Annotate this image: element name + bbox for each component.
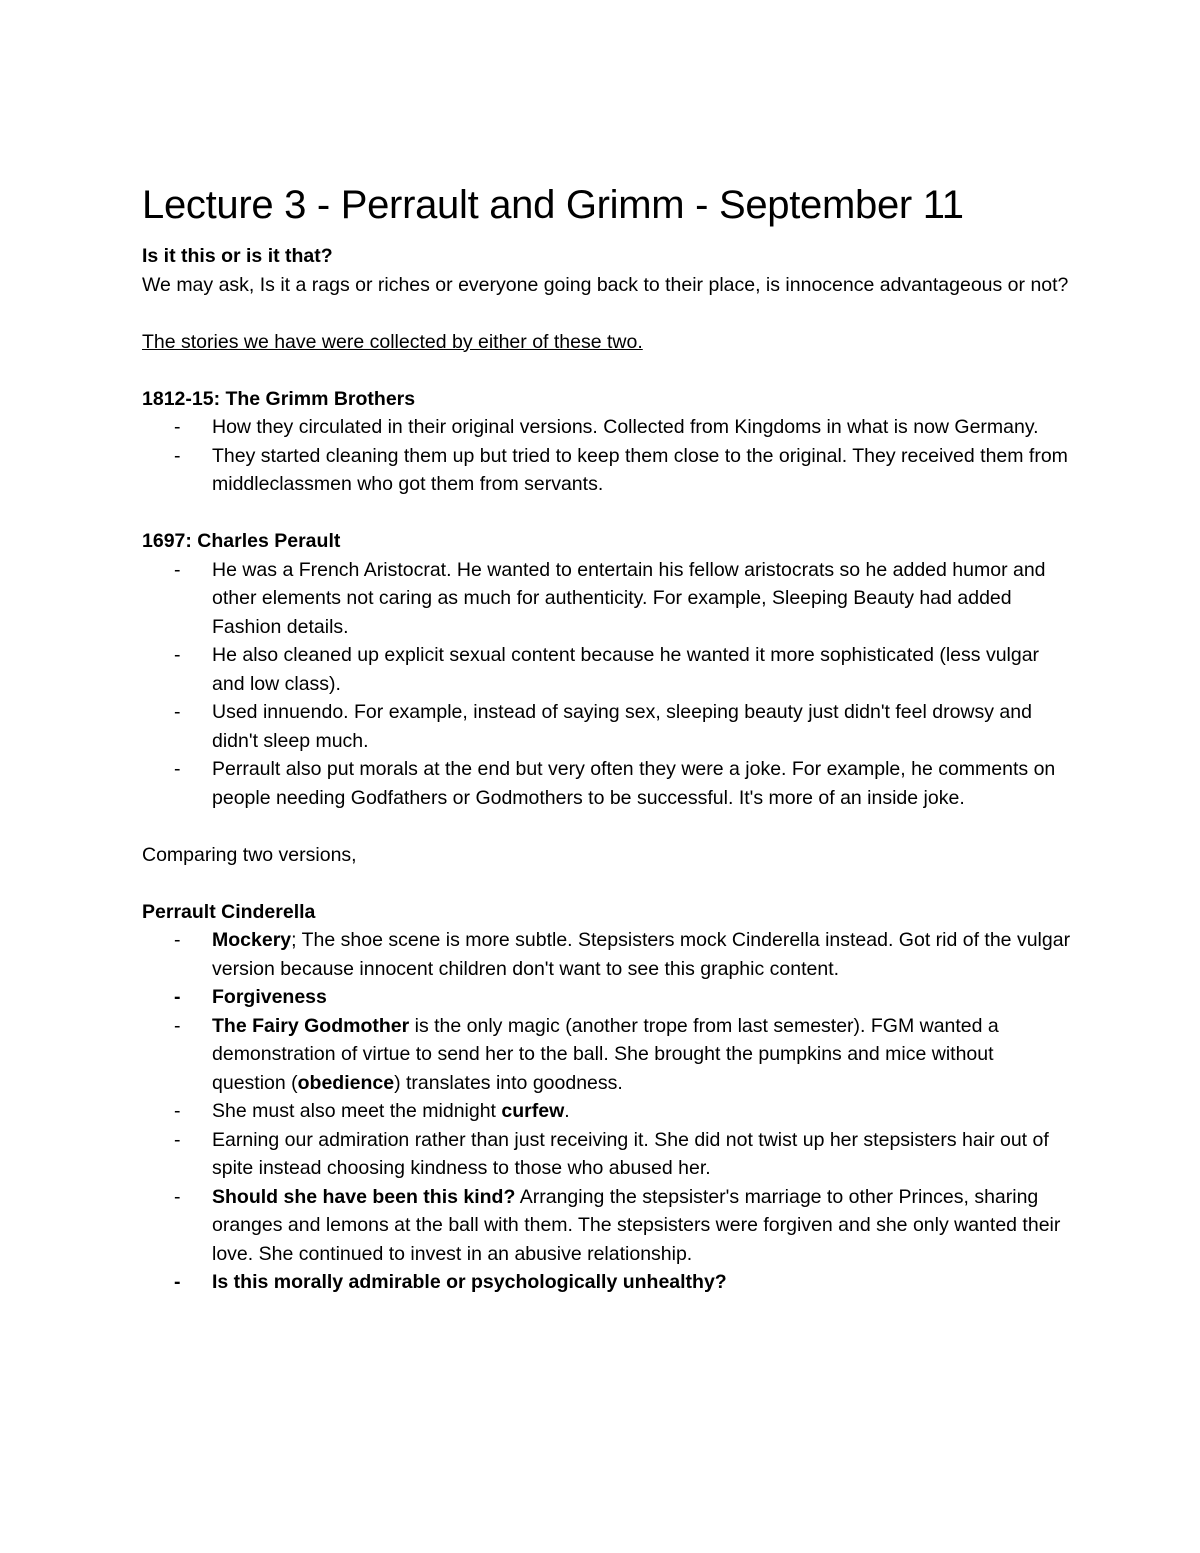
dash-bullet: - — [174, 701, 181, 723]
list-item: - She must also meet the midnight curfew. — [142, 1097, 1072, 1126]
perrault-heading: 1697: Charles Perault — [142, 530, 341, 552]
comparing-text: Comparing two versions, — [142, 843, 357, 866]
dash-bullet: - — [174, 644, 181, 666]
list-item: - Earning our admiration rather than just receiving it. She did not twist up her stepsisters hair out of spite instead choosing kindness to those who abused her. — [142, 1126, 1072, 1183]
list-item: - How they circulated in their original versions. Collected from Kingdoms in what is now Germany. — [142, 413, 1072, 442]
dash-bullet: - — [174, 758, 181, 780]
cinderella-list — [142, 926, 1072, 1297]
dash-bullet: - — [174, 1128, 181, 1151]
cinderella-heading: Perrault Cinderella — [142, 900, 316, 923]
grimm-heading: 1812-15: The Grimm Brothers — [142, 387, 416, 410]
list-item: - They started cleaning them up but tried to keep them close to the original. They received them from middleclassmen who got them from servants. — [142, 442, 1072, 499]
dash-bullet: - — [174, 444, 181, 467]
list-item: - He also cleaned up explicit sexual content because he wanted it more sophisticated (less vulgar and low class). — [142, 641, 1072, 698]
list-item: - Should she have been this kind? Arranging the stepsister's marriage to other Princes, sharing oranges and lemons at the ball with them. The stepsisters were forgiven and she only wanted their love. She continued to invest in an abusive relationship. — [142, 1183, 1072, 1269]
dash-bullet: - — [174, 1185, 181, 1208]
list-item: - Used innuendo. For example, instead of saying sex, sleeping beauty just didn't feel drowsy and didn't sleep much. — [142, 698, 1072, 755]
list-item: - Is this morally admirable or psychologically unhealthy? — [142, 1268, 1072, 1297]
dash-bullet: - — [174, 929, 181, 951]
perrault-list — [142, 556, 1072, 813]
dash-bullet: - — [174, 1014, 181, 1037]
page-title: Lecture 3 - Perrault and Grimm - September 11 — [142, 183, 964, 227]
list-item: - Mockery; The shoe scene is more subtle. Stepsisters mock Cinderella instead. Got rid of the vulgar version because innocent children don't want to see this graphic content. — [142, 926, 1072, 983]
intro-heading: Is it this or is it that? — [142, 245, 333, 267]
collected-note: The stories we have were collected by either of these two. — [142, 330, 643, 353]
dash-bullet: - — [174, 558, 181, 581]
list-item: - The Fairy Godmother is the only magic (another trope from last semester). FGM wanted a demonstration of virtue to send her to the ball. She brought the pumpkins and mice without question (obedience) translates into goodness. — [142, 1012, 1072, 1098]
dash-bullet: - — [174, 986, 181, 1008]
list-item: - Perrault also put morals at the end but very often they were a joke. For example, he comments on people needing Godfathers or Godmothers to be successful. It's more of an inside joke. — [142, 755, 1072, 812]
dash-bullet: - — [174, 1271, 181, 1293]
list-item: - He was a French Aristocrat. He wanted to entertain his fellow aristocrats so he added humor and other elements not caring as much for authenticity. For example, Sleeping Beauty had added Fashion details. — [142, 556, 1072, 642]
grimm-list — [142, 413, 1072, 499]
dash-bullet: - — [174, 1100, 181, 1122]
document-page — [142, 178, 1072, 1297]
dash-bullet: - — [174, 416, 181, 438]
list-item: - Forgiveness — [142, 983, 1072, 1012]
intro-text: We may ask, Is it a rags or riches or everyone going back to their place, is innocence advantageous or not? — [142, 273, 1069, 296]
